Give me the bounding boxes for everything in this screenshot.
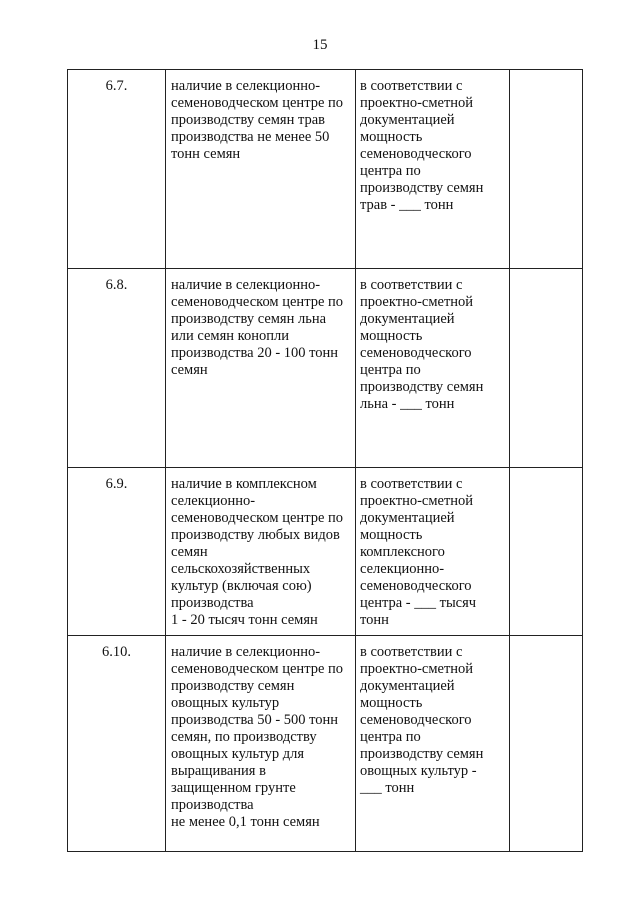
empty-cell <box>510 636 583 852</box>
row-number-cell <box>68 636 166 852</box>
table-row <box>68 636 583 852</box>
requirements-table <box>67 69 583 852</box>
empty-cell <box>510 70 583 269</box>
requirement-cell <box>356 636 510 852</box>
table-row <box>68 269 583 468</box>
row-number-cell <box>68 70 166 269</box>
condition-cell <box>166 636 356 852</box>
requirement-text: в соответствии с проектно-сметной документацией мощность семеноводческого центра по производству семян льна - ___ тонн <box>360 277 484 412</box>
empty-cell <box>510 468 583 636</box>
table-row <box>68 468 583 636</box>
requirement-cell <box>356 269 510 468</box>
requirement-text: в соответствии с проектно-сметной документацией мощность семеноводческого центра по производству семян трав - ___ тонн <box>360 78 484 213</box>
requirement-cell <box>356 468 510 636</box>
condition-text: наличие в комплексном селекционно- семеноводческом центре по производству любых видов семян сельскохозяйственных культур (включая сою) производства 1 - 20 тысяч тонн семян <box>171 476 344 628</box>
requirement-cell <box>356 70 510 269</box>
table-row <box>68 70 583 269</box>
row-number-cell <box>68 468 166 636</box>
requirement-text: в соответствии с проектно-сметной документацией мощность семеноводческого центра по производству семян овощных культур - ___ тонн <box>360 644 484 796</box>
row-number: 6.8. <box>105 277 128 293</box>
empty-cell <box>510 269 583 468</box>
condition-text: наличие в селекционно- семеноводческом центре по производству семян трав производства не менее 50 тонн семян <box>171 78 344 162</box>
condition-cell <box>166 468 356 636</box>
row-number: 6.10. <box>102 644 131 660</box>
row-number-cell <box>68 269 166 468</box>
condition-text: наличие в селекционно- семеноводческом центре по производству семян овощных культур производства 50 - 500 тонн семян, по производству овощных культур для выращивания в защищенном грунте производства не менее 0,1 тонн семян <box>171 644 344 830</box>
requirement-text: в соответствии с проектно-сметной документацией мощность комплексного селекционно- семеноводческого центра - ___ тысяч тонн <box>360 476 477 628</box>
condition-text: наличие в селекционно- семеноводческом центре по производству семян льна или семян конопли производства 20 - 100 тонн семян <box>171 277 344 378</box>
condition-cell <box>166 269 356 468</box>
row-number: 6.9. <box>105 476 128 492</box>
condition-cell <box>166 70 356 269</box>
page-number: 15 <box>312 37 328 53</box>
row-number: 6.7. <box>105 78 128 94</box>
